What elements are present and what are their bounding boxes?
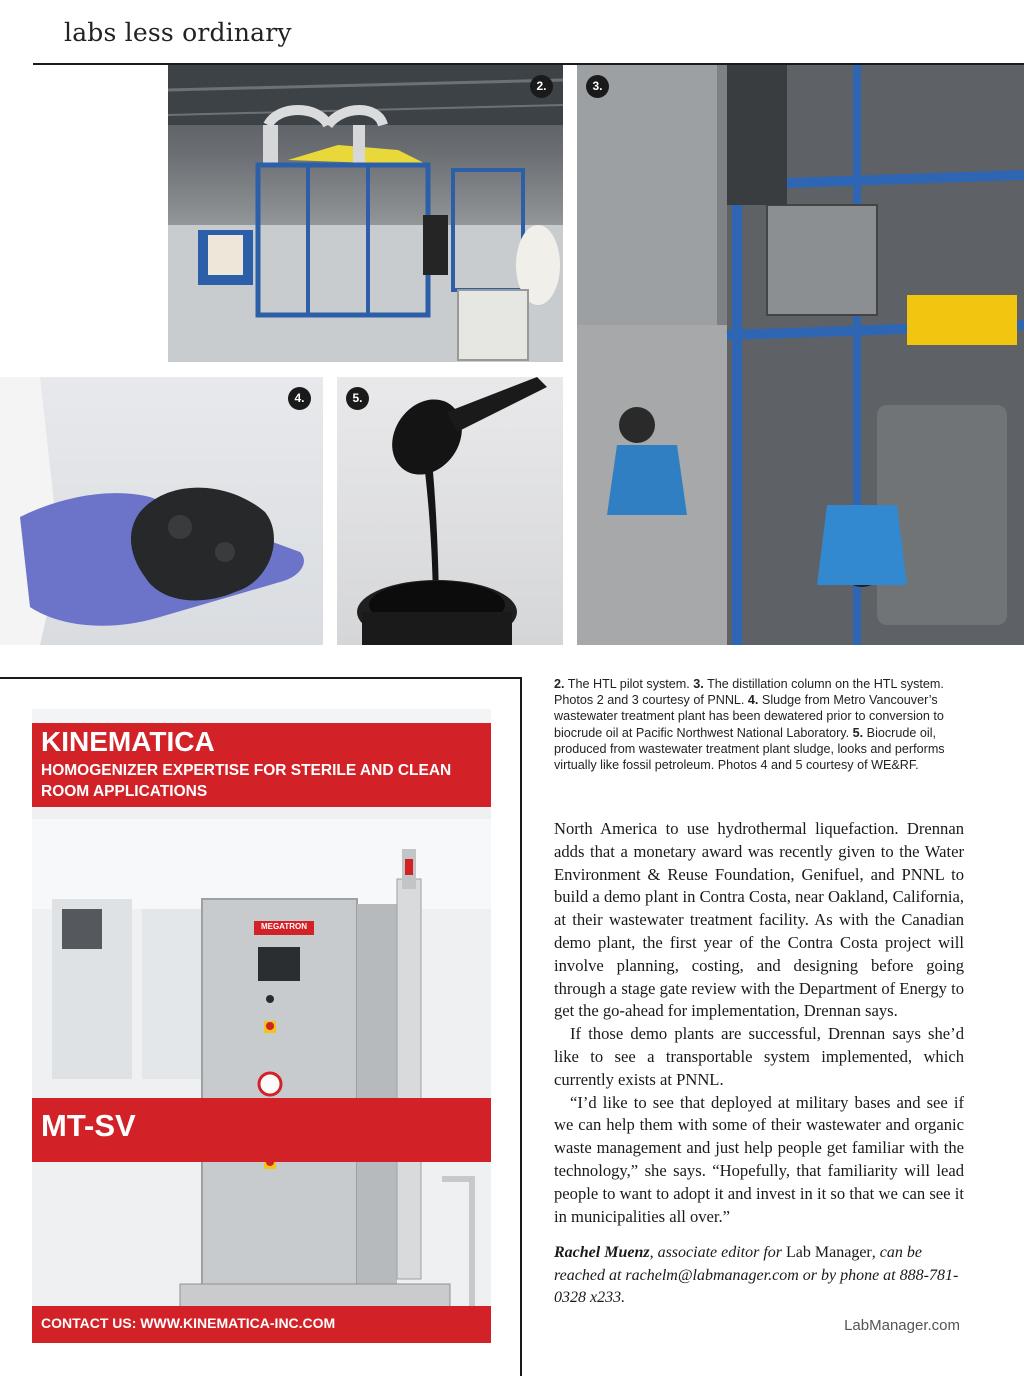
- publication-name: Lab Manager: [786, 1244, 872, 1261]
- ad-model-banner: [32, 1098, 491, 1162]
- ad-frame-right-border: [520, 677, 522, 1376]
- article-paragraph: If those demo plants are successful, Drennan says she’d like to see a transportable system implemented, which currently exists at PNNL.: [554, 1024, 964, 1089]
- caption-text: Sludge from Metro Vancouver’s wastewater treatment plant has been dewatered prior to conversion to biocrude oil at Pacific Northwest National Laboratory.: [554, 693, 944, 740]
- photo-htl-pilot-system: [168, 65, 563, 362]
- ad-model-name: MT-SV: [41, 1108, 136, 1143]
- caption-number: 3.: [693, 677, 704, 691]
- caption-text: The distillation column on the HTL system. Photos 2 and 3 courtesy of PNNL.: [554, 677, 944, 708]
- ad-header-banner: [32, 723, 491, 807]
- author-name: Rachel Muenz: [554, 1244, 650, 1261]
- pilot-system-illustration: [168, 65, 563, 362]
- photo-biocrude-oil: [337, 377, 563, 645]
- section-title: labs less ordinary: [64, 18, 292, 47]
- ad-brand-name: KINEMATICA: [41, 726, 215, 757]
- footer-site-link[interactable]: LabManager.com: [844, 1317, 960, 1334]
- author-role: , associate editor for: [649, 1244, 787, 1261]
- photo-number-badge: 2.: [530, 75, 553, 98]
- ad-contact-banner[interactable]: [32, 1306, 491, 1343]
- photo-number-badge: 5.: [346, 387, 369, 410]
- biocrude-spoon-illustration: [337, 377, 563, 645]
- photo-number-badge: 4.: [288, 387, 311, 410]
- distillation-column-illustration: [577, 65, 1024, 645]
- article-body: [554, 818, 964, 1228]
- caption-number: 4.: [747, 693, 759, 708]
- caption-text: Biocrude oil, produced from wastewater treatment plant sludge, looks and performs virtually like fossil petroleum. Photos 4 and 5 courtesy of WE&RF.: [554, 725, 945, 773]
- kinematica-advertisement[interactable]: [32, 709, 491, 1343]
- ad-frame-top-border: [0, 677, 522, 679]
- article-paragraph: “I’d like to see that deployed at military bases and see if we can help them with some of their wastewater and organic waste management and just help people get familiar with the technology,” she says. “Hopefully, that familiarity will lead people to want to adopt it and invest in it so that we can see it in municipalities all over.”: [554, 1092, 964, 1226]
- ad-contact-link[interactable]: CONTACT US: WWW.KINEMATICA-INC.COM: [41, 1315, 336, 1331]
- photo-caption: [554, 676, 964, 773]
- article-paragraph: North America to use hydrothermal liquefaction. Drennan adds that a monetary award was recently given to the Water Environment & Reuse Foundation, Genifuel, and PNNL to build a demo plant in Contra Costa, near Oakland, California, at their wastewater treatment facility. As with the Canadian demo plant, the first year of the Contra Costa project will involve planning, costing, and designing before going through a stage gate review with the Department of Energy to get the go-ahead for implementation, Drennan says.: [554, 819, 964, 1021]
- photo-number-badge: 3.: [586, 75, 609, 98]
- author-contact: , can be reached at rachelm@labmanager.com or by phone at 888-781-0328 x233.: [554, 1244, 959, 1306]
- photo-distillation-column: [577, 65, 1024, 645]
- author-byline: [554, 1242, 964, 1310]
- caption-number: 5.: [852, 725, 864, 740]
- caption-text: The HTL pilot system.: [564, 677, 694, 691]
- photo-dewatered-sludge: [0, 377, 323, 645]
- ad-tagline: HOMOGENIZER EXPERTISE FOR STERILE AND CLEAN ROOM APPLICATIONS: [41, 762, 452, 800]
- machine-brand-label: MEGATRON: [260, 922, 308, 931]
- caption-number: 2.: [554, 677, 565, 691]
- sludge-in-hand-illustration: [0, 377, 323, 645]
